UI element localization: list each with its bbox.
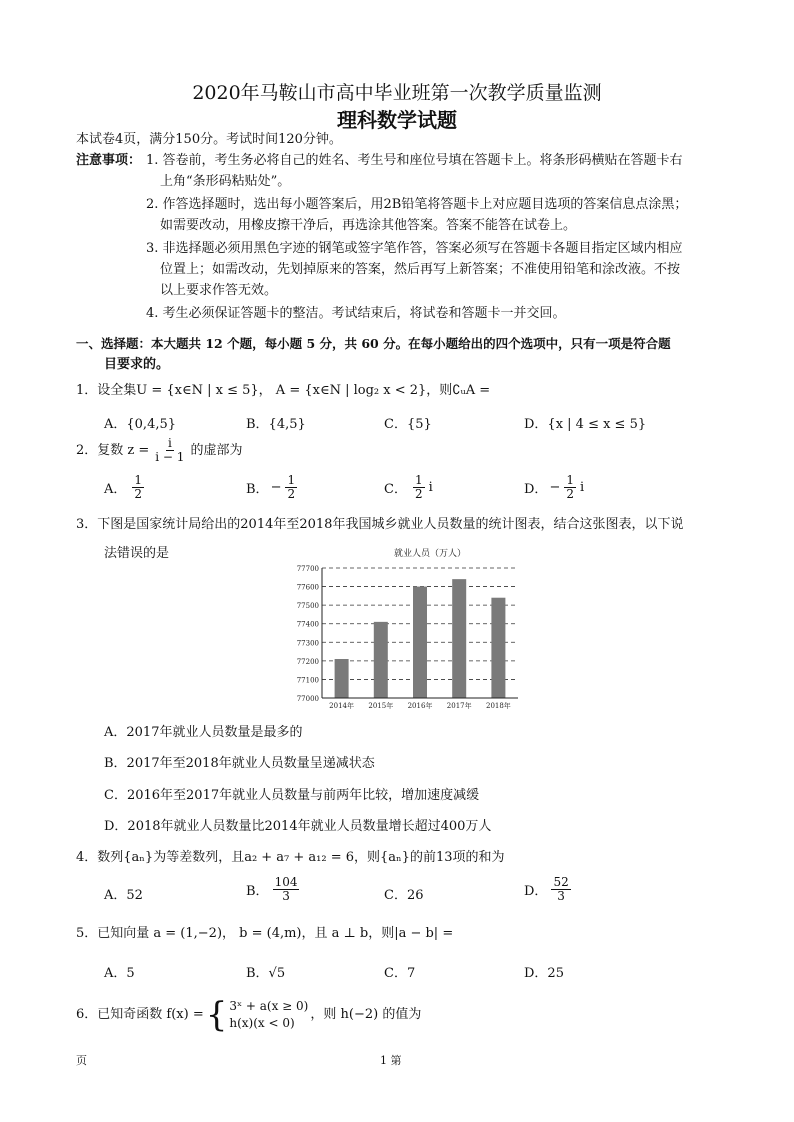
q2-option-a-den: 2 [134, 487, 143, 501]
chart-y-tick-labels [297, 565, 319, 703]
q4-option-c: C．26 [384, 888, 424, 903]
chart-y-tick-label: 77600 [296, 583, 319, 592]
notice-item-3-line-3: 以上要求作答无效。 [160, 283, 278, 298]
q4-option-d [524, 876, 573, 903]
chart-bar [335, 659, 349, 698]
q2-option-b-num: 1 [287, 473, 296, 487]
q2-option-d-fraction [564, 474, 576, 501]
chart-bars [335, 579, 506, 698]
section-heading-line-1: 一、选择题：本大题共 12 个题，每小题 5 分，共 60 分。在每小题给出的四个选项中，只有一项是符合题 [76, 336, 671, 351]
q2-stem-post: 的虚部为 [190, 442, 243, 458]
chart-y-tick-label: 77700 [296, 565, 319, 573]
q2-fraction-denominator: i − 1 [155, 450, 185, 464]
q3-stem-line-2: 法错误的是 [104, 546, 170, 561]
q3-stem-line-1: 3．下图是国家统计局给出的2014年至2018年我国城乡就业人员数量的统计图表，结合这张图表，以下说 [76, 517, 684, 532]
q3-option-d: D．2018年就业人员数量比2014年就业人员数量增长超过400万人 [104, 819, 492, 834]
chart-x-tick-label: 2018年 [485, 702, 511, 710]
q2-option-d-suffix: i [579, 480, 585, 495]
q1-option-d: D．{x | 4 ≤ x ≤ 5} [524, 417, 647, 432]
q2-option-c-den: 2 [414, 487, 423, 501]
notice-item-1-line-2: 上角“条形码粘贴处”。 [160, 174, 291, 189]
q1-stem: 1．设全集U = {x∈N | x ≤ 5}， A = {x∈N | log₂ x < 2}，则∁ᵤA = [76, 383, 491, 398]
q3-option-b: B．2017年至2018年就业人员数量呈递减状态 [104, 756, 375, 771]
chart-y-tick-label: 77300 [296, 639, 319, 648]
q2-option-d [524, 474, 584, 501]
q2-stem-pre: 2．复数 z = [76, 442, 150, 458]
q2-option-b-label: B． [246, 482, 269, 497]
notice-item-2-line-1: 2. 作答选择题时，选出每小题答案后，用2B铅笔将答题卡上对应题目选项的答案信息点涂黑； [146, 197, 688, 212]
employment-bar-chart [286, 542, 526, 714]
chart-bar [491, 598, 505, 698]
chart-bar [413, 587, 427, 698]
q2-option-b-sign: − [270, 480, 282, 495]
chart-y-tick-label: 77500 [296, 602, 319, 611]
chart-x-tick-label: 2016年 [407, 702, 433, 710]
q4-option-d-den: 3 [557, 889, 565, 903]
page-subtitle: 理科数学试题 [337, 108, 457, 132]
notice-item-4-line-1: 4. 考生必须保证答题卡的整洁。考试结束后，将试卷和答题卡一并交回。 [146, 306, 566, 321]
q4-option-b-num: 104 [274, 875, 298, 889]
q2-option-c-fraction [413, 474, 425, 501]
q2-option-d-sign: − [549, 480, 561, 495]
notice-item-3-line-1: 3. 非选择题必须用黑色字迹的钢笔或签字笔作答，答案必须写在答题卡各题目指定区域内相应 [146, 241, 683, 256]
q5-option-d: D．25 [524, 966, 564, 981]
chart-y-tick-label: 77000 [296, 695, 319, 703]
q4-option-d-fraction [551, 876, 570, 903]
q5-stem: 5．已知向量 a = (1,−2)， b = (4,m)，且 a ⊥ b，则|a − b| = [76, 926, 454, 941]
q2-option-c-suffix: i [428, 480, 433, 495]
q2-stem [76, 437, 242, 464]
q2-fraction [153, 437, 186, 464]
page-title: 2020年马鞍山市高中毕业班第一次教学质量监测 [192, 82, 602, 104]
intro-text: 本试卷4页，满分150分。考试时间120分钟。 [76, 132, 342, 147]
q2-option-a-label: A． [104, 482, 127, 497]
chart-x-tick-label: 2017年 [446, 702, 472, 710]
q5-option-a: A．5 [104, 966, 135, 981]
section-heading-line-2: 目要求的。 [104, 357, 170, 372]
chart-bar [374, 622, 388, 698]
q5-option-b: B．√5 [246, 966, 286, 981]
q6-stem [76, 995, 422, 1035]
q6-piecewise [205, 995, 309, 1035]
q4-option-b [246, 876, 301, 903]
q4-stem: 4．数列{aₙ}为等差数列，且a₂ + a₇ + a₁₂ = 6，则{aₙ}的前13项的和为 [76, 850, 505, 865]
chart-y-tick-label: 77100 [296, 676, 319, 685]
q5-option-c: C．7 [384, 966, 416, 981]
q6-piece-2: h(x)(x < 0) [229, 1016, 295, 1030]
q2-option-b-fraction [285, 474, 297, 501]
q6-piece-1: 3ˣ + a(x ≥ 0) [229, 999, 309, 1013]
notice-label: 注意事项： [76, 153, 142, 168]
q2-option-d-label: D． [524, 482, 548, 497]
chart-bar [452, 579, 466, 698]
chart-y-tick-label: 77200 [296, 657, 319, 666]
footer-left: 页 [76, 1054, 87, 1067]
q2-option-d-den: 2 [566, 487, 574, 501]
footer-page-number: 1 第 [380, 1054, 402, 1067]
chart-x-tick-label: 2015年 [368, 702, 394, 710]
q4-option-a: A．52 [104, 888, 143, 903]
q6-stem-pre: 6．已知奇函数 f(x) = [76, 1007, 204, 1022]
q2-option-c-label: C． [384, 482, 407, 497]
q4-option-b-den: 3 [282, 889, 290, 903]
chart-y-tick-label: 77400 [296, 620, 319, 629]
q2-option-a-num: 1 [134, 473, 143, 487]
q6-brace: { [205, 995, 228, 1035]
q2-option-c [384, 474, 433, 501]
q1-option-c: C．{5} [384, 417, 432, 432]
q2-option-b-den: 2 [287, 487, 296, 501]
chart-x-tick-label: 2014年 [329, 702, 355, 710]
q1-option-b: B．{4,5} [246, 417, 306, 432]
chart-x-tick-labels [329, 701, 511, 710]
notice-item-2-line-2: 如需要改动，用橡皮擦干净后，再选涂其他答案。答案不能答在试卷上。 [160, 218, 577, 233]
q4-option-d-label: D． [524, 884, 548, 899]
q3-option-c: C．2016年至2017年就业人员数量与前两年比较，增加速度减缓 [104, 788, 480, 803]
q1-option-a: A．{0,4,5} [104, 417, 177, 432]
q2-option-a-fraction [132, 474, 144, 501]
q4-option-b-label: B． [246, 884, 269, 899]
notice-item-1-line-1: 1. 答卷前，考生务必将自己的姓名、考生号和座位号填在答题卡上。将条形码横贴在答题卡右 [146, 153, 683, 168]
q2-fraction-numerator: i [167, 436, 172, 450]
q4-option-b-fraction [273, 876, 300, 903]
q2-option-b [246, 474, 301, 501]
q2-option-a [104, 474, 148, 501]
q2-option-c-num: 1 [414, 473, 423, 487]
q4-option-d-num: 52 [553, 875, 569, 889]
notice-item-3-line-2: 位置上；如需改动，先划掉原来的答案，然后再写上新答案；不准使用铅笔和涂改液。不按 [160, 262, 681, 277]
q6-stem-post: ，则 h(−2) 的值为 [310, 1007, 422, 1022]
chart-title: 就业人员（万人） [393, 549, 467, 559]
q2-option-d-num: 1 [566, 473, 574, 487]
q3-option-a: A．2017年就业人员数量是最多的 [104, 725, 303, 740]
